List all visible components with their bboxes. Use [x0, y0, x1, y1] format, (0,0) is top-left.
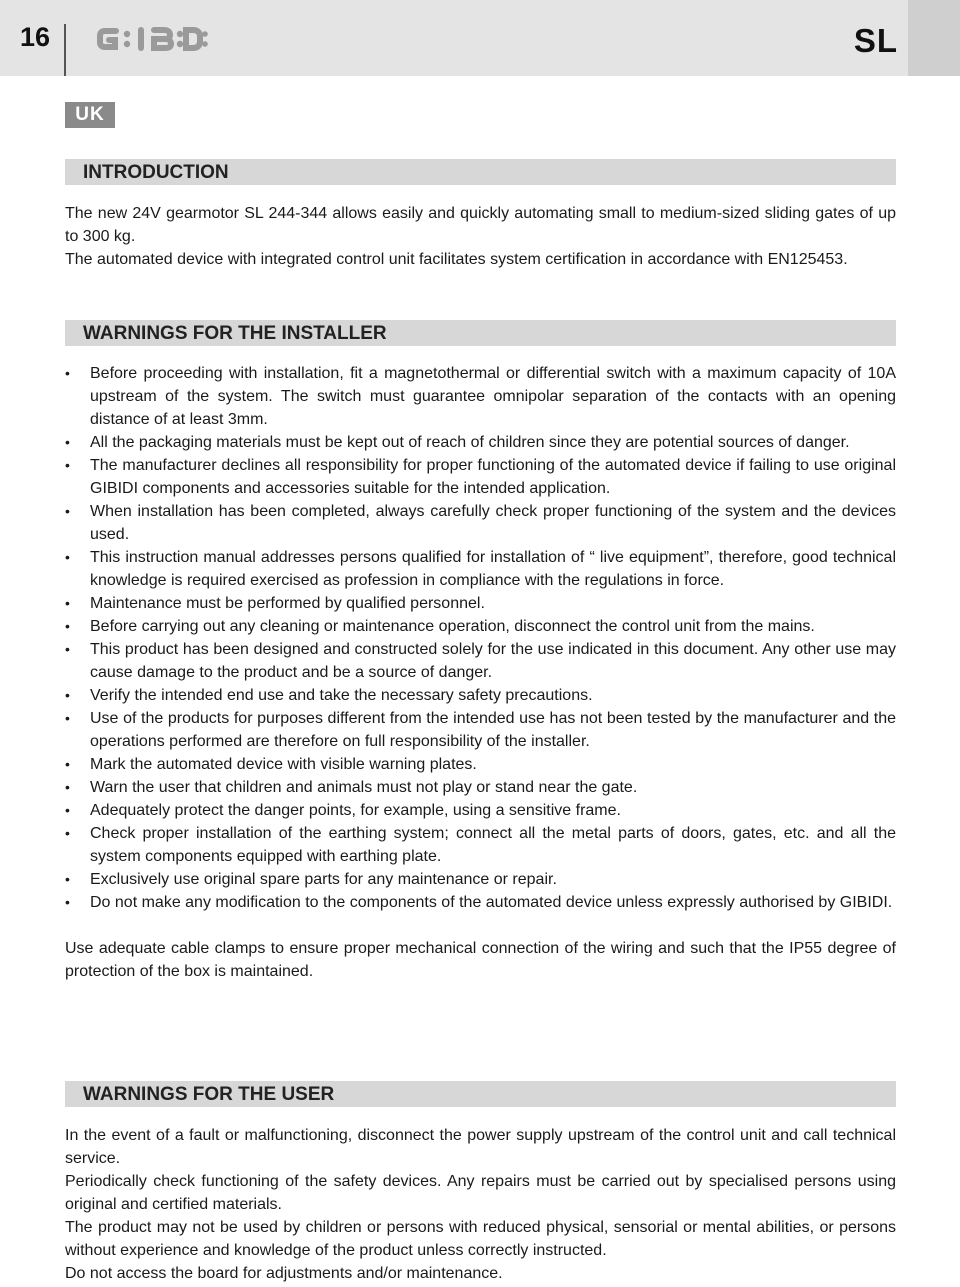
user-warnings-heading: WARNINGS FOR THE USER	[65, 1081, 896, 1107]
list-item: • Before carrying out any cleaning or maintenance operation, disconnect the control unit from the mains.	[65, 615, 896, 638]
cable-clamp-note	[65, 937, 896, 983]
user-warning-paragraph: The product may not be used by children or persons with reduced physical, sensorial or mental abilities, or persons without experience and knowledge of the product unless correctly instructed.	[65, 1219, 896, 1259]
page-number: 16	[20, 22, 51, 52]
user-warnings-text	[65, 1124, 896, 1285]
list-item: • When installation has been completed, always carefully check proper functioning of the system and the devices used.	[65, 500, 896, 546]
list-item: • This product has been designed and constructed solely for the use indicated in this document. Any other use may cause damage to the product and be a source of danger.	[65, 638, 896, 684]
installer-warnings-heading: WARNINGS FOR THE INSTALLER	[65, 320, 896, 346]
list-item: • Do not make any modification to the components of the automated device unless expressly authorised by GIBIDI.	[65, 891, 896, 914]
list-item: • Warn the user that children and animals must not play or stand near the gate.	[65, 776, 896, 799]
page-header	[0, 0, 960, 76]
list-item: • Verify the intended end use and take the necessary safety precautions.	[65, 684, 896, 707]
model-code: SL	[853, 22, 898, 59]
introduction-text	[65, 202, 896, 271]
user-warning-paragraph: Do not access the board for adjustments and/or maintenance.	[65, 1265, 503, 1282]
list-item: • Exclusively use original spare parts for any maintenance or repair.	[65, 868, 896, 891]
list-item: • This instruction manual addresses persons qualified for installation of “ live equipment”, therefore, good technical knowledge is required exercised as profession in compliance with the regulations in force.	[65, 546, 896, 592]
introduction-paragraph: The new 24V gearmotor SL 244-344 allows easily and quickly automating small to medium-sized sliding gates of up to 300 kg.	[65, 205, 896, 245]
note-paragraph: Use adequate cable clamps to ensure proper mechanical connection of the wiring and such that the IP55 degree of protection of the box is maintained.	[65, 940, 896, 980]
installer-warnings-list	[65, 362, 896, 914]
list-item: • Mark the automated device with visible warning plates.	[65, 753, 896, 776]
user-warning-paragraph: Periodically check functioning of the safety devices. Any repairs must be carried out by specialised persons using original and certified materials.	[65, 1173, 896, 1213]
list-item: • Before proceeding with installation, fit a magnetothermal or differential switch with a maximum capacity of 10A upstream of the system. The switch must guarantee omnipolar separation of the contacts with an opening distance of at least 3mm.	[65, 362, 896, 431]
introduction-paragraph: The automated device with integrated control unit facilitates system certification in accordance with EN125453.	[65, 251, 848, 268]
header-divider	[64, 24, 66, 76]
list-item: • The manufacturer declines all responsibility for proper functioning of the automated device if failing to use original GIBIDI components and accessories suitable for the intended application.	[65, 454, 896, 500]
list-item: • Adequately protect the danger points, for example, using a sensitive frame.	[65, 799, 896, 822]
list-item: • All the packaging materials must be kept out of reach of children since they are potential sources of danger.	[65, 431, 896, 454]
introduction-heading: INTRODUCTION	[65, 159, 896, 185]
list-item: • Check proper installation of the earthing system; connect all the metal parts of doors, gates, etc. and all the system components equipped with earthing plate.	[65, 822, 896, 868]
language-badge: UK	[65, 102, 115, 128]
gibidi-logo	[96, 26, 208, 57]
gibidi-logo-mark	[96, 26, 208, 52]
list-item: • Maintenance must be performed by qualified personnel.	[65, 592, 896, 615]
user-warning-paragraph: In the event of a fault or malfunctioning, disconnect the power supply upstream of the control unit and call technical service.	[65, 1127, 896, 1167]
list-item: • Use of the products for purposes different from the intended use has not been tested by the manufacturer and the operations performed are therefore on full responsibility of the installer.	[65, 707, 896, 753]
header-tab	[908, 0, 960, 76]
